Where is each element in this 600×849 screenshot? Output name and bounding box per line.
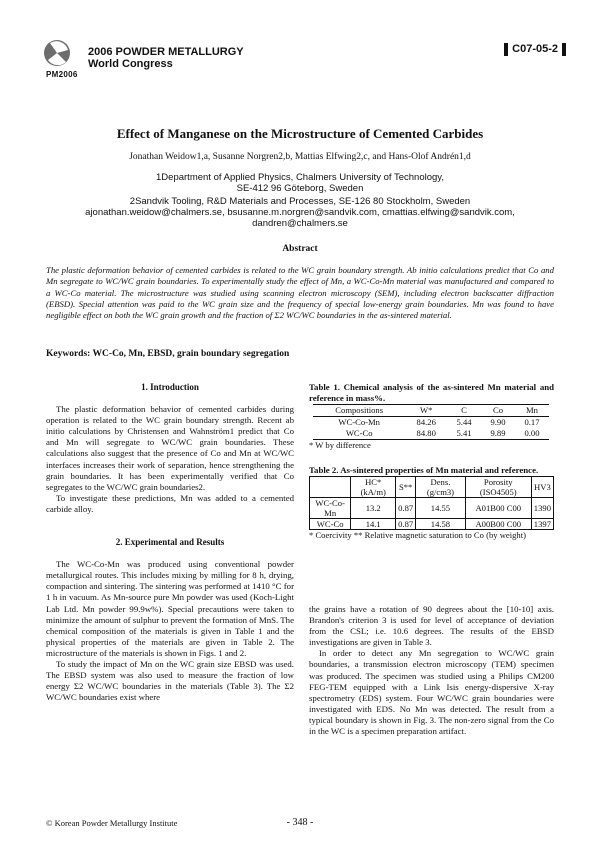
table-header-cell: HC* (kA/m)	[351, 476, 396, 497]
affiliation-line: 2Sandvik Tooling, R&D Materials and Processes, SE-126 80 Stockholm, Sweden	[129, 196, 471, 207]
table-header-cell: Porosity (ISO4505)	[465, 476, 531, 497]
table-cell: 1390	[531, 497, 553, 518]
table-cell: 14.1	[351, 518, 396, 529]
table1-note: * W by difference	[309, 440, 371, 450]
table-cell: 13.2	[351, 497, 396, 518]
keywords-label: Keywords	[46, 349, 88, 359]
table-header-cell	[310, 476, 351, 497]
table-cell: 84.80	[405, 428, 447, 440]
table2	[309, 476, 554, 530]
keywords	[46, 349, 289, 359]
table-header-cell: S**	[396, 476, 416, 497]
table-cell: 9.89	[481, 428, 515, 440]
email-line: ajonathan.weidow@chalmers.se, bsusanne.m.norgren@sandvik.com, cmattias.elfwing@sandvik.com,	[85, 207, 515, 218]
section-heading: 1. Introduction	[141, 382, 199, 392]
table-cell: 1397	[531, 518, 553, 529]
table1	[313, 404, 549, 440]
table-cell: WC-Co-Mn	[310, 497, 351, 518]
abstract-text: The plastic deformation behavior of cemented carbides is related to the WC grain boundary strength. Ab initio calculations predict that Co and Mn segregate to WC/WC grain boundaries. To experimentally study the effect of Mn, a WC-Co-Mn material was manufactured and compared to a WC-Co material. The microstructure was studied using scanning electron microscopy (SEM), including electron backscatter diffraction (EBSD). Special attention was paid to the WC grain size and the frequency of special low-energy grain boundaries. Mn was found to have negligible effect on both the WC grain growth and the fraction of Σ2 WC/WC boundaries in the as-sintered material.	[46, 265, 554, 321]
table-cell: A00B00 C00	[465, 518, 531, 529]
table-cell: 84.26	[416, 417, 436, 427]
table-header-row	[313, 405, 549, 417]
table-cell: 5.41	[447, 428, 481, 440]
table1-caption: Table 1. Chemical analysis of the as-sintered Mn material and reference in mass%.	[309, 382, 554, 403]
table-cell: WC-Co	[313, 428, 405, 440]
table-cell: 0.00	[515, 428, 549, 440]
abstract-heading: Abstract	[282, 244, 318, 254]
table-cell: 0.87	[396, 497, 416, 518]
paragraph: To investigate these predictions, Mn was added to a cemented carbide alloy.	[46, 492, 294, 514]
table-header-cell: Co	[481, 405, 515, 417]
table-cell: WC-Co-Mn	[338, 417, 380, 427]
table2-caption: Table 2. As-sintered properties of Mn material and reference.	[309, 464, 539, 475]
email-line: dandren@chalmers.se	[252, 218, 348, 229]
table-header-cell: Compositions	[313, 405, 405, 417]
affiliation-line: 1Department of Applied Physics, Chalmers University of Technology,	[156, 172, 444, 183]
table-header-cell: C	[447, 405, 481, 417]
right-column-text	[309, 604, 554, 737]
copyright-notice: © Korean Powder Metallurgy Institute	[46, 818, 178, 828]
table2-note: * Coercivity ** Relative magnetic saturation to Co (by weight)	[309, 529, 526, 540]
paragraph: the grains have a rotation of 90 degrees about the [10-10] axis. Brandon's criterion 3 is used for level of acceptance of deviation from the CSL; i.e. 10.6 degrees. The results of the EBSD investigations are given in Table 3.	[309, 604, 554, 648]
author-list: Jonathan Weidow1,a, Susanne Norgren2,b, Mattias Elfwing2,c, and Hans-Olof Andrén1,d	[129, 152, 471, 162]
table-cell: 0.87	[396, 518, 416, 529]
table-header-row	[310, 476, 554, 497]
paragraph: To study the impact of Mn on the WC grain size EBSD was used. The EBSD system was also used to measure the fraction of low energy Σ2 WC/WC boundaries in the materials (Table 3). The Σ2 WC/WC boundaries exist where	[46, 658, 294, 703]
table-row	[313, 417, 549, 429]
keywords-list: : WC-Co, Mn, EBSD, grain boundary segregation	[87, 349, 290, 359]
left-column	[46, 382, 294, 703]
table-header-cell: HV3	[531, 476, 553, 497]
affiliation-line: SE-412 96 Göteborg, Sweden	[236, 183, 364, 194]
table-row	[310, 497, 554, 518]
table-row	[310, 518, 554, 529]
table-cell: A01B00 C00	[465, 497, 531, 518]
paper-code: C07-05-2	[504, 43, 566, 56]
paragraph: The WC-Co-Mn was produced using conventional powder metallurgical routes. This includes mixing by milling for 8 h, drying, compaction and sintering. The sintering was performed at 1410 °C for 1 h in vacuum. As Mn-source pure Mn powder was used (Koch-Light Lab Ltd. Mn powder 99.9w%). Special precautions were taken to minimize the amount of sulphur to prevent the formation of MnS. The chemical composition of the materials is given in Table 1 and the physical properties of the materials are given in Table 2. The microstructure of the materials is shown in Figs. 1 and 2.	[46, 559, 294, 658]
table-header-cell: W*	[405, 405, 447, 417]
table-row	[313, 428, 549, 440]
table-cell: WC-Co	[310, 518, 351, 529]
page-number: - 348 -	[286, 817, 314, 828]
logo-text: PM2006	[46, 70, 78, 79]
table-header-cell: Dens. (g/cm3)	[416, 476, 466, 497]
table-cell: 14.55	[416, 497, 466, 518]
right-column-tables	[309, 382, 554, 540]
paragraph: In order to detect any Mn segregation to WC/WC grain boundaries, a transmission electron microscopy (TEM) specimen was produced. The specimen was studied using a Philips CM200 FEG-TEM equipped with a Link Isis energy-dispersive X-ray spectrometry (EDS) system. Four WC/WC grain boundaries were investigated with EDS. No Mn was detected. The result from a typical boundary is shown in Fig. 3. The non-zero signal from the Co in the WC is a specimen preparation artifact.	[309, 648, 554, 737]
table-cell: 9.90	[490, 417, 506, 427]
conference-subtitle: World Congress	[88, 58, 173, 70]
table-header-cell: Mn	[515, 405, 549, 417]
table-cell: 5.44	[456, 417, 472, 427]
table-cell: 14.58	[416, 518, 466, 529]
section-heading: 2. Experimental and Results	[115, 537, 225, 548]
conference-name: 2006 POWDER METALLURGY	[88, 46, 244, 58]
paragraph: The plastic deformation behavior of cemented carbides during operation is related to the WC grain boundary strength. Recent ab initio calculations by Christensen and Wahnström1 predict that Co and Mn will segregate to WC/WC grain boundaries. These calculations also suggest that the presence of Co and Mn at WC/WC interfaces increases their work of separation, hence strengthening the grain boundaries. It has been experimentally verified that Co segregates to the WC/WC grain boundaries2.	[46, 404, 294, 492]
table-cell: 0.17	[524, 417, 540, 427]
paper-title: Effect of Manganese on the Microstructure of Cemented Carbides	[116, 126, 484, 141]
